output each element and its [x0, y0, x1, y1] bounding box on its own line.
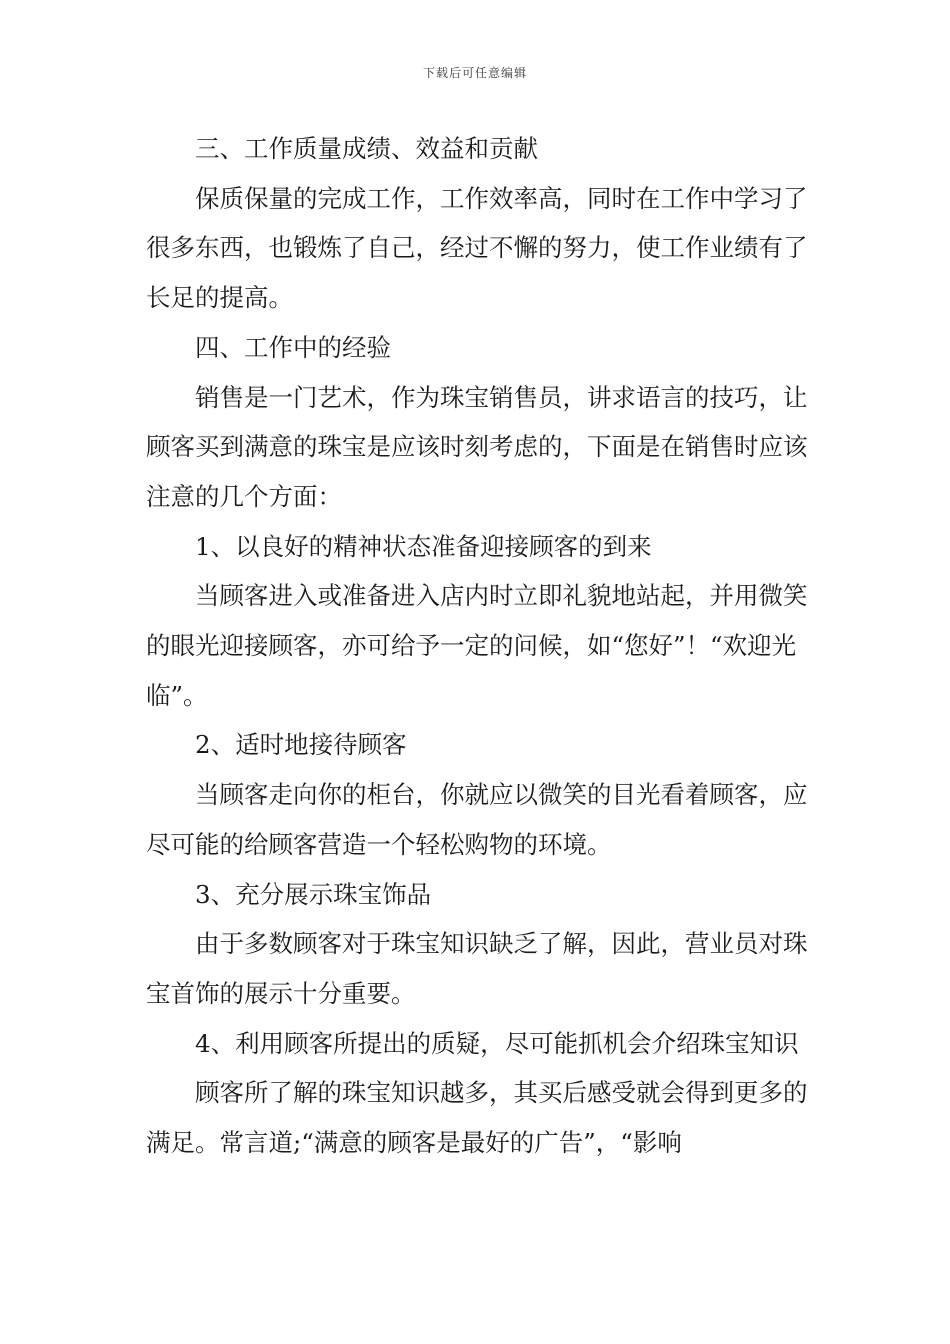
subheading-2: 2、适时地接待顾客: [195, 730, 407, 760]
paragraph-1: 当顾客进入或准备进入店内时立即礼貌地站起，并用微笑的眼光迎接顾客，亦可给予一定的问候，如“您好”！“欢迎光临”。: [146, 581, 808, 710]
subheading-4: 4、利用顾客所提出的质疑，尽可能抓机会介绍珠宝知识: [195, 1028, 799, 1058]
section-heading-experience: 四、工作中的经验: [195, 332, 391, 362]
paragraph-4: 顾客所了解的珠宝知识越多，其买后感受就会得到更多的满足。常言道;“满意的顾客是最好的广告”，“影响: [146, 1078, 808, 1158]
paragraph-2: 当顾客走向你的柜台，你就应以微笑的目光看着顾客，应尽可能的给顾客营造一个轻松购物的环境。: [146, 780, 808, 859]
subheading-1: 1、以良好的精神状态准备迎接顾客的到来: [195, 531, 652, 561]
page-header: 下载后可任意编辑: [422, 66, 527, 80]
paragraph-quality: 保质保量的完成工作，工作效率高，同时在工作中学习了很多东西，也锻炼了自己，经过不懈的努力，使工作业绩有了长足的提高。: [146, 183, 808, 313]
subheading-3: 3、充分展示珠宝饰品: [195, 879, 432, 909]
section-heading-quality: 三、工作质量成绩、效益和贡献: [195, 134, 538, 163]
document-body: [146, 124, 810, 1168]
paragraph-experience: 销售是一门艺术，作为珠宝销售员，讲求语言的技巧，让顾客买到满意的珠宝是应该时刻考虑的，下面是在销售时应该注意的几个方面：: [146, 382, 808, 511]
paragraph-3: 由于多数顾客对于珠宝知识缺乏了解，因此，营业员对珠宝首饰的展示十分重要。: [146, 929, 808, 1008]
